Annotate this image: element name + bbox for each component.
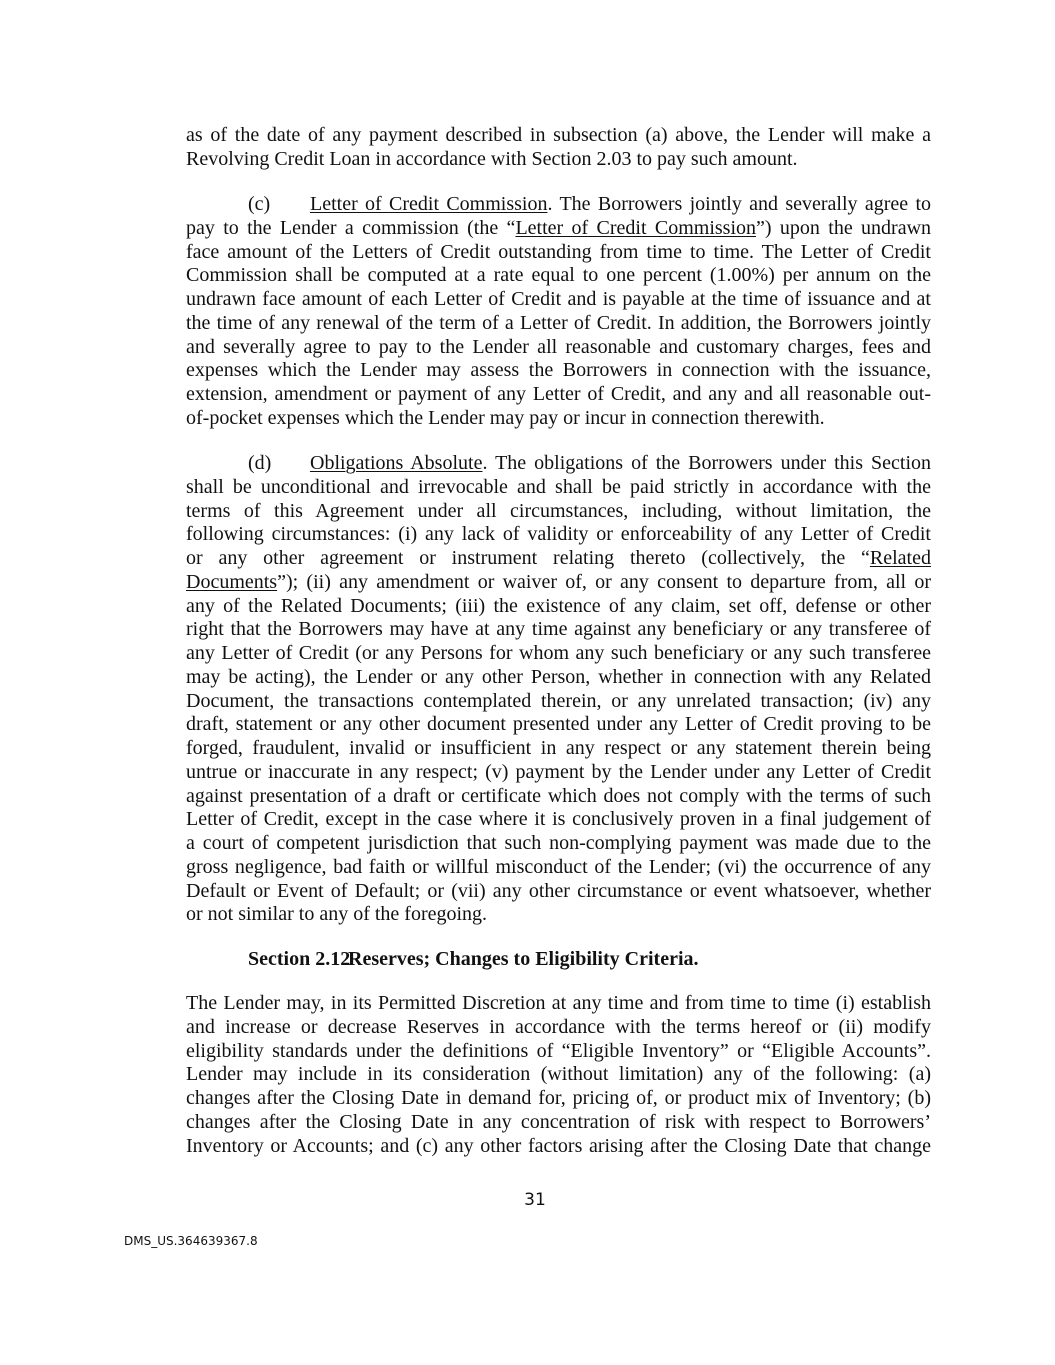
text-segment: changes after the Closing Date in demand for, pricing of, or product mix of Inventory; (b) <box>186 1087 931 1109</box>
paragraph-letter-of-credit-commission <box>186 193 931 431</box>
text-segment: or any other agreement or instrument relating thereto (collectively, the “ <box>186 547 870 569</box>
text-segment: undrawn face amount of each Letter of Credit and is payable at the time of issuance and at <box>186 288 931 310</box>
text-segment: may be acting), the Lender or any other Person, whether in connection with any Related <box>186 665 931 688</box>
text-line <box>186 1016 931 1040</box>
text-line <box>186 642 931 666</box>
section-number: Section 2.12 <box>248 948 351 970</box>
text-segment: untrue or inaccurate in any respect; (v) payment by the Lender under any Letter of Credit <box>186 760 931 783</box>
text-segment: Document, the transactions contemplated therein, or any unrelated transaction; (iv) any <box>186 689 931 712</box>
text-segment: Commission shall be computed at a rate equal to one percent (1.00%) per annum on the <box>186 264 931 287</box>
text-line <box>186 571 931 595</box>
text-segment: expenses which the Lender may assess the Borrowers in connection with the issuance, <box>186 359 931 382</box>
text-segment: forged, fraudulent, invalid or insufficient in any respect or any statement therein being <box>186 737 931 759</box>
defined-term: Documents <box>186 570 278 593</box>
text-line <box>186 124 931 148</box>
text-segment: shall be unconditional and irrevocable and shall be paid strictly in accordance with the <box>186 475 931 498</box>
section-title: Reserves; Changes to Eligibility Criteria. <box>348 948 699 970</box>
text-line <box>186 407 931 431</box>
text-segment: and increase or decrease Reserves in accordance with the terms hereof or (ii) modify <box>186 1015 931 1038</box>
text-line <box>186 903 931 927</box>
text-line <box>186 690 931 714</box>
text-segment: changes after the Closing Date in any concentration of risk with respect to Borrowers’ <box>186 1110 931 1133</box>
text-line <box>186 808 931 832</box>
text-segment: eligibility standards under the definitions of “Eligible Inventory” or “Eligible Accounts”. <box>186 1039 931 1062</box>
text-line <box>186 880 931 904</box>
text-segment: against presentation of a draft or certificate which does not comply with the terms of such <box>186 784 931 807</box>
text-line <box>186 336 931 360</box>
text-line <box>186 547 931 571</box>
text-segment: . The obligations of the Borrowers under this Section <box>482 452 931 474</box>
text-line <box>186 452 931 476</box>
subsection-label: (c) <box>248 193 271 215</box>
text-line <box>186 595 931 619</box>
text-line <box>186 785 931 809</box>
text-line <box>186 713 931 737</box>
text-line <box>186 312 931 336</box>
text-segment: ”); (ii) any amendment or waiver of, or any consent to departure from, all or <box>277 570 931 593</box>
text-segment: Lender may include in its consideration (without limitation) any of the following: (a) <box>186 1063 931 1086</box>
text-line <box>186 476 931 500</box>
text-line <box>186 193 931 217</box>
text-segment: Default or Event of Default; or (vii) any other circumstance or event whatsoever, whether <box>186 879 931 902</box>
text-segment: Inventory or Accounts; and (c) any other factors arising after the Closing Date that change <box>186 1134 931 1157</box>
paragraph-continuation <box>186 124 931 172</box>
defined-term: Related <box>869 547 931 569</box>
text-line <box>186 1063 931 1087</box>
defined-term: Letter of Credit Commission <box>310 193 548 215</box>
text-segment: a court of competent jurisdiction that such non-complying payment was made due to the <box>186 832 931 854</box>
document-id-footer: DMS_US.364639367.8 <box>124 1234 258 1248</box>
text-segment: extension, amendment or payment of any Letter of Credit, and any and all reasonable out- <box>186 383 931 405</box>
text-segment: gross negligence, bad faith or willful misconduct of the Lender; (vi) the occurrence of any <box>186 855 931 878</box>
text-segment: and severally agree to pay to the Lender all reasonable and customary charges, fees and <box>186 335 931 358</box>
text-segment: of-pocket expenses which the Lender may pay or incur in connection therewith. <box>186 406 825 429</box>
text-segment: any of the Related Documents; (iii) the existence of any claim, set off, defense or other <box>186 594 931 617</box>
text-line <box>186 217 931 241</box>
text-segment: terms of this Agreement under all circumstances, including, without limitation, the <box>186 499 931 522</box>
text-line <box>186 1111 931 1135</box>
text-segment: following circumstances: (i) any lack of validity or enforceability of any Letter of Credit <box>186 523 931 546</box>
text-segment: pay to the Lender a commission (the “ <box>186 216 516 239</box>
text-segment: . The Borrowers jointly and severally agree to <box>547 193 931 215</box>
text-line <box>186 832 931 856</box>
text-line <box>186 148 931 172</box>
text-segment: draft, statement or any other document presented under any Letter of Credit proving to be <box>186 713 931 736</box>
text-line <box>186 523 931 547</box>
text-segment: as of the date of any payment described in subsection (a) above, the Lender will make a <box>186 124 931 146</box>
defined-term: Letter of Credit Commission <box>515 216 757 239</box>
text-line <box>186 241 931 265</box>
paragraph-obligations-absolute <box>186 452 931 927</box>
defined-term: Obligations Absolute <box>310 452 483 474</box>
text-segment: or not similar to any of the foregoing. <box>186 903 488 926</box>
text-line <box>186 500 931 524</box>
subsection-label: (d) <box>248 452 272 474</box>
text-line <box>186 618 931 642</box>
text-segment: Letter of Credit, except in the case where it is conclusively proven in a final judgement of <box>186 808 931 831</box>
text-segment: ”) upon the undrawn <box>756 216 932 239</box>
text-line <box>186 992 931 1016</box>
text-line <box>186 359 931 383</box>
text-segment: Revolving Credit Loan in accordance with Section 2.03 to pay such amount. <box>186 147 798 170</box>
text-line <box>186 264 931 288</box>
text-line <box>186 737 931 761</box>
text-segment: the time of any renewal of the term of a Letter of Credit. In addition, the Borrowers jointly <box>186 311 931 334</box>
text-line <box>186 666 931 690</box>
text-line <box>186 383 931 407</box>
page-number: 31 <box>524 1190 546 1210</box>
text-line <box>186 856 931 880</box>
text-segment: face amount of the Letters of Credit outstanding from time to time. The Letter of Credit <box>186 240 931 263</box>
section-heading <box>248 948 699 972</box>
text-line <box>186 1135 931 1159</box>
text-segment: any Letter of Credit (or any Persons for whom any such beneficiary or any such transferee <box>186 642 931 664</box>
text-line <box>186 288 931 312</box>
text-line <box>186 761 931 785</box>
text-segment: right that the Borrowers may have at any time against any beneficiary or any transferee of <box>186 618 931 641</box>
paragraph-reserves <box>186 992 931 1158</box>
text-line <box>186 1040 931 1064</box>
text-segment: The Lender may, in its Permitted Discretion at any time and from time to time (i) establish <box>186 992 931 1014</box>
text-line <box>186 1087 931 1111</box>
